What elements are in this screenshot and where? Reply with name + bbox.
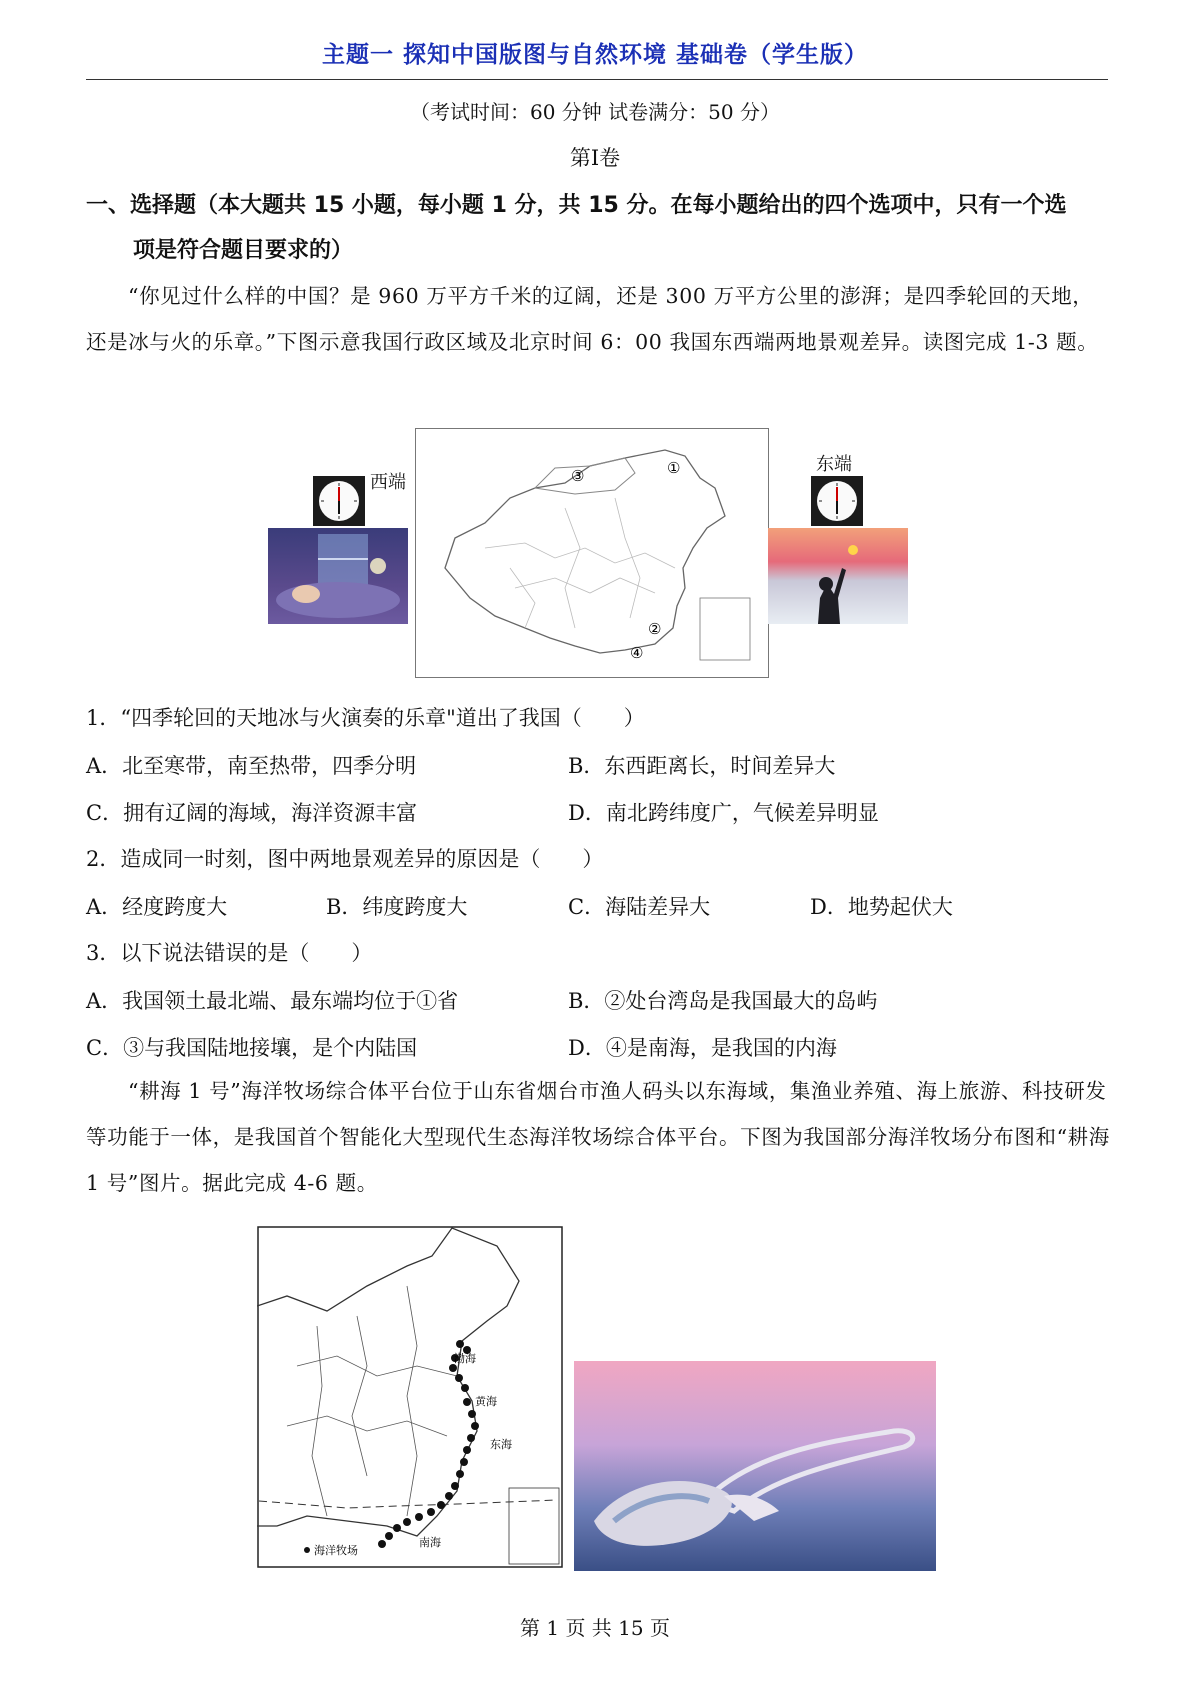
marker-4: ④ <box>630 644 644 662</box>
q1-option-b: B．东西距离长，时间差异大 <box>568 754 836 778</box>
exam-info: （考试时间：60 分钟 试卷满分：50 分） <box>410 100 780 124</box>
q2-option-c: C．海陆差异大 <box>568 895 711 919</box>
legend-dot-icon <box>304 1547 310 1553</box>
q3-option-b: B．②处台湾岛是我国最大的岛屿 <box>568 989 878 1013</box>
q3-option-d: D．④是南海，是我国的内海 <box>568 1036 837 1060</box>
label-huanghai: 黄海 <box>475 1395 497 1408</box>
passage-2: “耕海 1 号”海洋牧场综合体平台位于山东省烟台市渔人码头以东海域，集渔业养殖、海上旅游、科技研发等功能于一体，是我国首个智能化大型现代生态海洋牧场综合体平台。下图为我国部分海洋牧场分布图和“耕海 1 号”图片。据此完成 4-6 题。 <box>86 1079 1110 1195</box>
passage-1: “你见过什么样的中国？是 960 万平方千米的辽阔，还是 300 万平方公里的澎湃；是四季轮回的天地，还是冰与火的乐章。”下图示意我国行政区域及北京时间 6：00 我国东西端两地景观差异。读图完成 1-3 题。 <box>86 284 1099 354</box>
section-heading <box>86 183 1116 273</box>
q2-option-b: B．纬度跨度大 <box>326 895 468 919</box>
figure-1 <box>268 428 910 680</box>
page-footer: 第 1 页 共 15 页 <box>520 1616 670 1640</box>
marker-1: ① <box>667 459 681 477</box>
question-2-stem: 2．造成同一时刻，图中两地景观差异的原因是（ ） <box>86 847 604 871</box>
section-heading-line2: 项是符合题目要求的） <box>133 238 354 263</box>
label-donghai: 东海 <box>490 1438 512 1451</box>
west-label: 西端 <box>370 472 406 493</box>
legend-marine-ranch: 海洋牧场 <box>314 1544 358 1557</box>
marker-3: ③ <box>571 467 585 485</box>
q1-option-c: C．拥有辽阔的海域，海洋资源丰富 <box>86 801 418 825</box>
label-nanhai: 南海 <box>419 1536 441 1549</box>
q3-option-a: A．我国领土最北端、最东端均位于①省 <box>86 989 459 1013</box>
page-title: 主题一 探知中国版图与自然环境 基础卷（学生版） <box>321 42 868 68</box>
header-divider <box>86 79 1108 80</box>
q3-option-c: C．③与我国陆地接壤，是个内陆国 <box>86 1036 418 1060</box>
china-admin-map <box>415 428 769 678</box>
east-label: 东端 <box>816 454 852 475</box>
east-sunrise-photo <box>768 528 908 624</box>
q2-option-a: A．经度跨度大 <box>86 895 228 919</box>
q1-option-d: D．南北跨纬度广，气候差异明显 <box>568 801 879 825</box>
genghai-1-photo <box>574 1361 936 1571</box>
question-1-stem: 1．“四季轮回的天地冰与火演奏的乐章"道出了我国（ ） <box>86 706 645 730</box>
west-night-photo <box>268 528 408 624</box>
marker-2: ② <box>648 620 662 638</box>
marine-ranch-map <box>257 1226 563 1568</box>
question-3-stem: 3．以下说法错误的是（ ） <box>86 941 373 965</box>
west-clock-icon <box>313 476 365 526</box>
q2-option-d: D．地势起伏大 <box>810 895 953 919</box>
east-clock-icon <box>811 476 863 526</box>
label-bohai: 渤海 <box>454 1352 476 1365</box>
q1-option-a: A．北至寒带，南至热带，四季分明 <box>86 754 417 778</box>
section-heading-line1: 一、选择题（本大题共 15 小题，每小题 1 分，共 15 分。在每小题给出的四个选项中，只有一个选 <box>86 193 1067 218</box>
volume-label: 第I卷 <box>569 146 621 170</box>
